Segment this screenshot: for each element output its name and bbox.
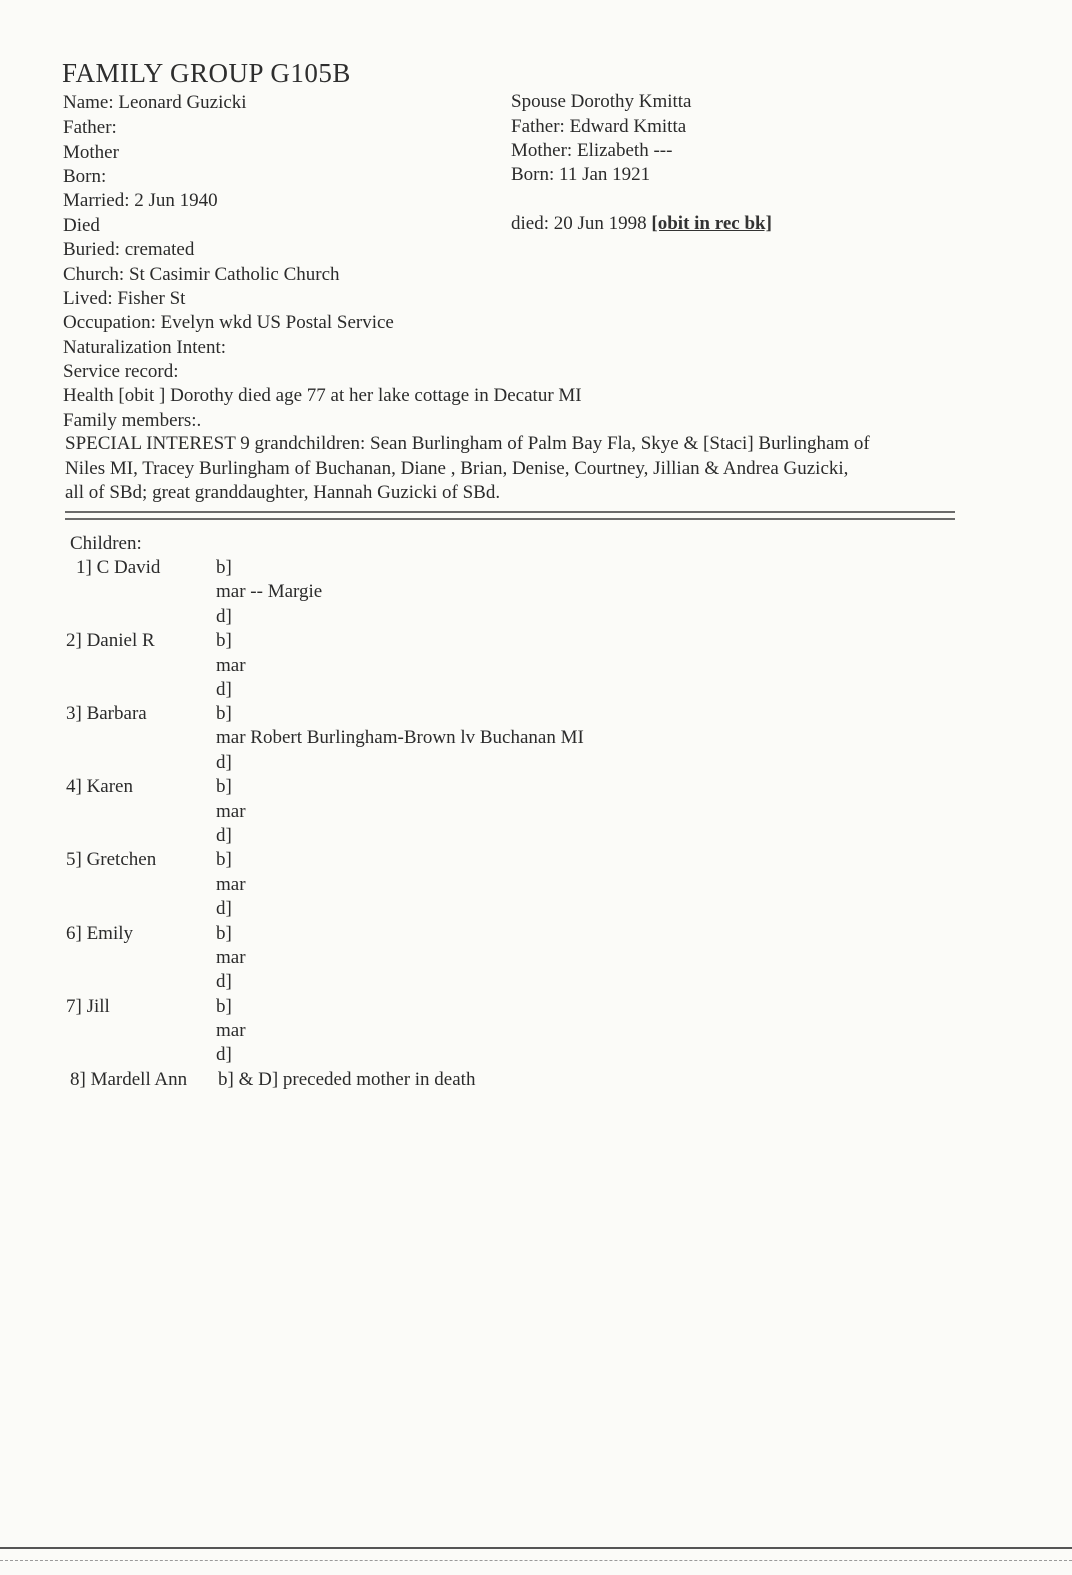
children-label: Children: xyxy=(70,533,142,554)
child-marriage: mar xyxy=(216,1020,246,1041)
husband-mother: Mother xyxy=(63,142,119,163)
naturalization: Naturalization Intent: xyxy=(63,337,227,358)
child-birth: b] xyxy=(216,849,232,870)
child-marriage: mar xyxy=(216,801,246,822)
special-interest-line: Niles MI, Tracey Burlingham of Buchanan, Diane , Brian, Denise, Courtney, Jillian & Andrea Guzicki, xyxy=(65,457,849,479)
child-death: d] xyxy=(216,898,232,919)
residence: Lived: Fisher St xyxy=(63,288,186,309)
spouse-died-date: died: 20 Jun 1998 xyxy=(511,213,647,234)
child-death: d] xyxy=(216,752,232,773)
child-name: 2] Daniel R xyxy=(66,630,155,651)
child-birth-death: b] & D] preceded mother in death xyxy=(218,1069,476,1090)
child-name: 1] C David xyxy=(76,557,161,578)
child-death: d] xyxy=(216,971,232,992)
health: Health [obit ] Dorothy died age 77 at her lake cottage in Decatur MI xyxy=(63,385,582,406)
marriage-date: Married: 2 Jun 1940 xyxy=(63,190,218,211)
husband-died: Died xyxy=(63,215,100,236)
spouse-name: Spouse Dorothy Kmitta xyxy=(511,91,692,112)
spouse-father: Father: Edward Kmitta xyxy=(511,116,687,137)
child-marriage: mar Robert Burlingham-Brown lv Buchanan MI xyxy=(216,727,584,748)
obit-reference: [obit in rec bk] xyxy=(651,213,772,234)
family-members: Family members:. xyxy=(63,410,202,431)
child-birth: b] xyxy=(216,630,232,651)
child-name: 3] Barbara xyxy=(66,703,147,724)
child-name: 5] Gretchen xyxy=(66,849,157,870)
child-birth: b] xyxy=(216,996,232,1017)
child-marriage: mar xyxy=(216,655,246,676)
special-interest-line: all of SBd; great granddaughter, Hannah Guzicki of SBd. xyxy=(65,482,501,503)
special-interest xyxy=(65,432,965,506)
section-divider xyxy=(65,511,955,520)
child-marriage: mar xyxy=(216,947,246,968)
child-name: 4] Karen xyxy=(66,776,133,797)
child-name: 6] Emily xyxy=(66,923,134,944)
spouse-died xyxy=(511,212,772,236)
church: Church: St Casimir Catholic Church xyxy=(63,264,340,285)
document-title: FAMILY GROUP G105B xyxy=(62,58,351,88)
child-birth: b] xyxy=(216,703,232,724)
service-record: Service record: xyxy=(63,361,179,382)
scan-edge-dashes xyxy=(0,1560,1072,1561)
husband-father: Father: xyxy=(63,117,117,138)
special-interest-line: SPECIAL INTEREST 9 grandchildren: Sean Burlingham of Palm Bay Fla, Skye & [Staci] Burlingham of xyxy=(65,433,870,454)
husband-born: Born: xyxy=(63,166,107,187)
spouse-mother: Mother: Elizabeth --- xyxy=(511,140,673,161)
child-marriage: mar xyxy=(216,874,246,895)
child-name: 8] Mardell Ann xyxy=(70,1069,188,1090)
scan-edge-line xyxy=(0,1547,1072,1549)
spouse-born: Born: 11 Jan 1921 xyxy=(511,164,651,185)
child-death: d] xyxy=(216,606,232,627)
occupation: Occupation: Evelyn wkd US Postal Service xyxy=(63,312,394,333)
child-birth: b] xyxy=(216,776,232,797)
child-name: 7] Jill xyxy=(66,996,110,1017)
child-birth: b] xyxy=(216,557,232,578)
husband-name: Name: Leonard Guzicki xyxy=(63,92,247,113)
child-death: d] xyxy=(216,679,232,700)
burial: Buried: cremated xyxy=(63,239,195,260)
child-marriage: mar -- Margie xyxy=(216,581,323,602)
child-death: d] xyxy=(216,825,232,846)
child-death: d] xyxy=(216,1044,232,1065)
child-birth: b] xyxy=(216,923,232,944)
